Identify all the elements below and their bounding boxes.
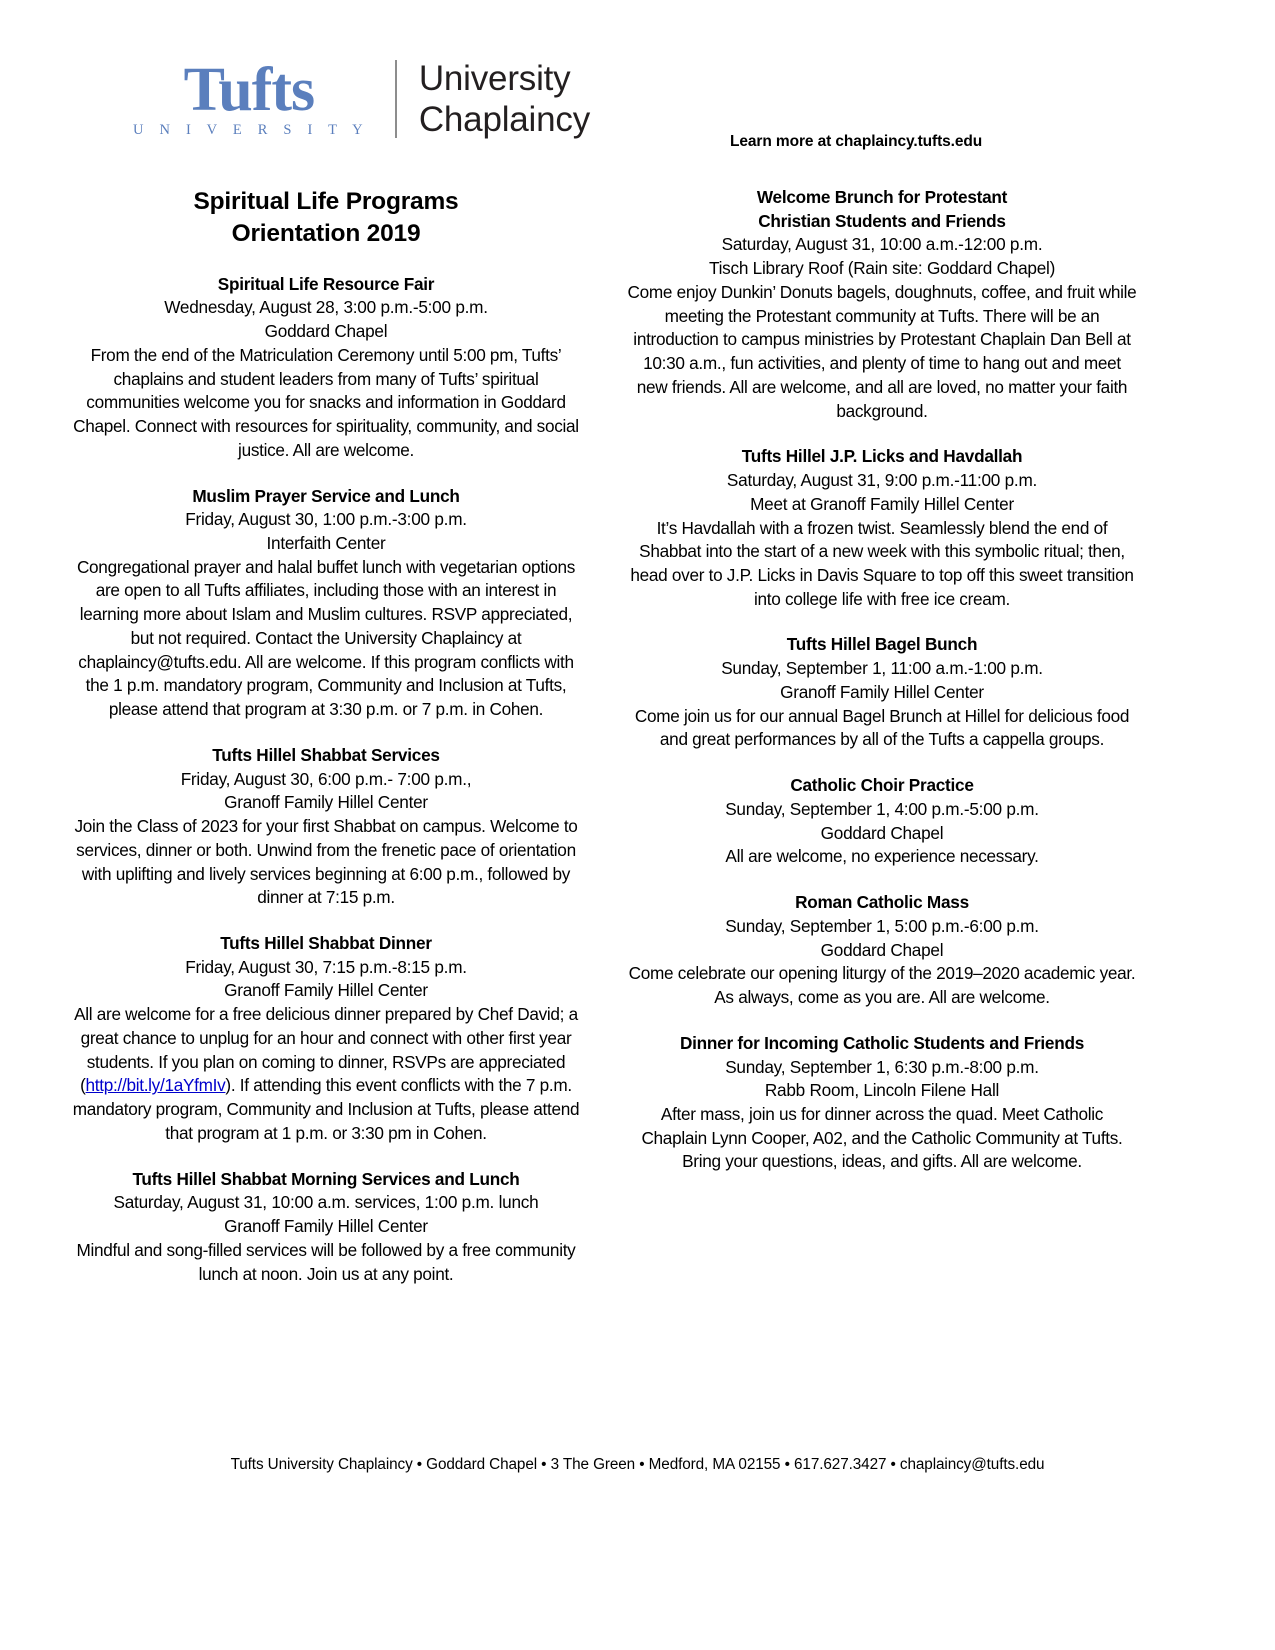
event-description: All are welcome, no experience necessary. (725, 846, 1039, 867)
event-block (72, 744, 580, 910)
event-description-part-1: All are welcome for a free delicious dinner prepared by Chef David; a great chance to unplug for an hour and connect with other first year students. If you plan on coming to dinner, RSVPs are appreciated ( (74, 1004, 578, 1096)
event-location: Granoff Family Hillel Center (224, 792, 428, 813)
event-datetime: Wednesday, August 28, 3:00 p.m.-5:00 p.m. (164, 297, 488, 318)
event-location: Granoff Family Hillel Center (780, 681, 984, 702)
page-header (0, 0, 1275, 150)
event-title: Tufts Hillel J.P. Licks and Havdallah (741, 446, 1023, 467)
event-location: Granoff Family Hillel Center (224, 980, 428, 1001)
event-block (72, 1168, 580, 1287)
chaplaincy-unit-name (419, 58, 590, 141)
tufts-university-subtext: U N I V E R S I T Y (133, 122, 369, 139)
event-location: Rabb Room, Lincoln Filene Hall (764, 1080, 1000, 1101)
event-title: Tufts Hillel Bagel Bunch (786, 634, 978, 655)
event-location: Goddard Chapel (820, 822, 944, 843)
page-title-line-2: Orientation 2019 (231, 220, 421, 248)
event-block (72, 932, 580, 1146)
event-location: Interfaith Center (266, 533, 386, 553)
page-footer: Tufts University Chaplaincy • Goddard Chapel • 3 The Green • Medford, MA 02155 • 617.627.3427 • chaplaincy@tufts.edu (230, 1456, 1045, 1473)
chaplaincy-line-1: University (418, 59, 571, 98)
event-description: Congregational prayer and halal buffet lunch with vegetarian options are open to all Tufts affiliates, including those with an interest in learning more about Islam and Muslim cultures. RSVP appreciated, but not required. Contact the University Chaplaincy at chaplaincy@tufts.edu. All are welcome. If this program conflicts with the 1 p.m. mandatory program, Community and Inclusion at Tufts, please attend that program at 3:30 p.m. or 7 p.m. in Cohen. (76, 556, 576, 720)
rsvp-link[interactable]: http://bit.ly/1aYfmIv (85, 1075, 226, 1096)
right-column (580, 186, 1205, 1286)
event-description: After mass, join us for dinner across the quad. Meet Catholic Chaplain Lynn Cooper, A02, and the Catholic Community at Tufts. Bring your questions, ideas, and gifts. All are welcome. (641, 1103, 1123, 1172)
content-columns (0, 186, 1275, 1286)
event-title-line-2: Christian Students and Friends (758, 210, 1006, 231)
event-description: Mindful and song-filled services will be followed by a free community lunch at noon. Join us at any point. (76, 1239, 576, 1284)
event-title: Tufts Hillel Shabbat Morning Services and Lunch (132, 1168, 520, 1189)
event-description (72, 1003, 580, 1145)
event-datetime: Friday, August 30, 7:15 p.m.-8:15 p.m. (185, 956, 467, 977)
event-description-part-2: ). If attending this event conflicts with the 7 p.m. mandatory program, Community and Inclusion at Tufts, please attend that program at 1 p.m. or 3:30 pm in Cohen. (72, 1075, 580, 1143)
event-datetime: Saturday, August 31, 10:00 a.m.-12:00 p.m. (721, 234, 1043, 255)
event-description: Come celebrate our opening liturgy of the 2019–2020 academic year. As always, come as you are. All are welcome. (628, 963, 1136, 1008)
event-datetime: Sunday, September 1, 6:30 p.m.-8:00 p.m. (725, 1056, 1039, 1077)
event-block (72, 485, 580, 722)
event-block (627, 445, 1137, 611)
event-block (627, 774, 1137, 869)
event-description: From the end of the Matriculation Ceremony until 5:00 pm, Tufts’ chaplains and student leaders from many of Tufts’ spiritual communities welcome you for snacks and information in Goddard Chapel. Connect with resources for spirituality, community, and social justice. All are welcome. (73, 344, 579, 460)
tufts-university-chaplaincy-logo (129, 55, 590, 141)
event-title: Muslim Prayer Service and Lunch (192, 485, 460, 506)
event-description: It’s Havdallah with a frozen twist. Seamlessly blend the end of Shabbat into the start of a new week with this symbolic ritual; then, head over to J.P. Licks in Davis Square to top off this sweet transition into college life with free ice cream. (630, 517, 1134, 609)
event-block (72, 273, 580, 463)
tufts-wordmark-text: Tufts (183, 55, 315, 124)
event-location: Tisch Library Roof (Rain site: Goddard Chapel) (708, 258, 1056, 279)
event-title: Roman Catholic Mass (795, 892, 969, 913)
logo-divider (395, 60, 397, 138)
event-title: Tufts Hillel Shabbat Services (212, 744, 440, 765)
event-datetime: Saturday, August 31, 10:00 a.m. services, 1:00 p.m. lunch (113, 1192, 539, 1213)
event-location: Granoff Family Hillel Center (224, 1216, 428, 1237)
left-column (0, 186, 580, 1286)
event-title: Tufts Hillel Shabbat Dinner (220, 933, 432, 954)
page-title (72, 186, 580, 251)
event-datetime: Sunday, September 1, 11:00 a.m.-1:00 p.m. (721, 658, 1043, 679)
learn-more-text: Learn more at chaplaincy.tufts.edu (730, 133, 983, 150)
event-location: Meet at Granoff Family Hillel Center (750, 493, 1014, 514)
event-block (627, 891, 1137, 1010)
event-description: Join the Class of 2023 for your first Shabbat on campus. Welcome to services, dinner or both. Unwind from the frenetic pace of orientation with uplifting and lively services beginning at 6:00 p.m., followed by dinner at 7:15 p.m. (74, 816, 578, 908)
event-description: Come enjoy Dunkin’ Donuts bagels, doughnuts, coffee, and fruit while meeting the Protestant community at Tufts. There will be an introduction to campus ministries by Protestant Chaplain Dan Bell at 10:30 a.m., fun activities, and plenty of time to hang out and meet new friends. All are welcome, and all are loved, no matter your faith background. (627, 281, 1137, 421)
event-datetime: Sunday, September 1, 4:00 p.m.-5:00 p.m. (725, 798, 1039, 819)
event-block (627, 186, 1137, 423)
event-datetime: Sunday, September 1, 5:00 p.m.-6:00 p.m. (725, 915, 1039, 936)
event-block (627, 1032, 1137, 1174)
event-datetime: Friday, August 30, 6:00 p.m.- 7:00 p.m., (180, 768, 472, 789)
event-title: Catholic Choir Practice (790, 775, 974, 796)
event-description: Come join us for our annual Bagel Brunch at Hillel for delicious food and great performances by all of the Tufts a cappella groups. (634, 705, 1130, 750)
event-title: Dinner for Incoming Catholic Students and Friends (679, 1032, 1085, 1053)
event-location: Goddard Chapel (264, 321, 388, 342)
event-location: Goddard Chapel (820, 939, 944, 960)
page-title-line-1: Spiritual Life Programs (193, 188, 459, 215)
tufts-wordmark (129, 55, 369, 139)
chaplaincy-line-2: Chaplaincy (418, 100, 590, 140)
event-datetime: Saturday, August 31, 9:00 p.m.-11:00 p.m. (726, 470, 1038, 491)
event-title: Welcome Brunch for Protestant (756, 187, 1008, 207)
event-datetime: Friday, August 30, 1:00 p.m.-3:00 p.m. (185, 509, 467, 530)
event-block (627, 633, 1137, 752)
event-title: Spiritual Life Resource Fair (217, 273, 435, 294)
